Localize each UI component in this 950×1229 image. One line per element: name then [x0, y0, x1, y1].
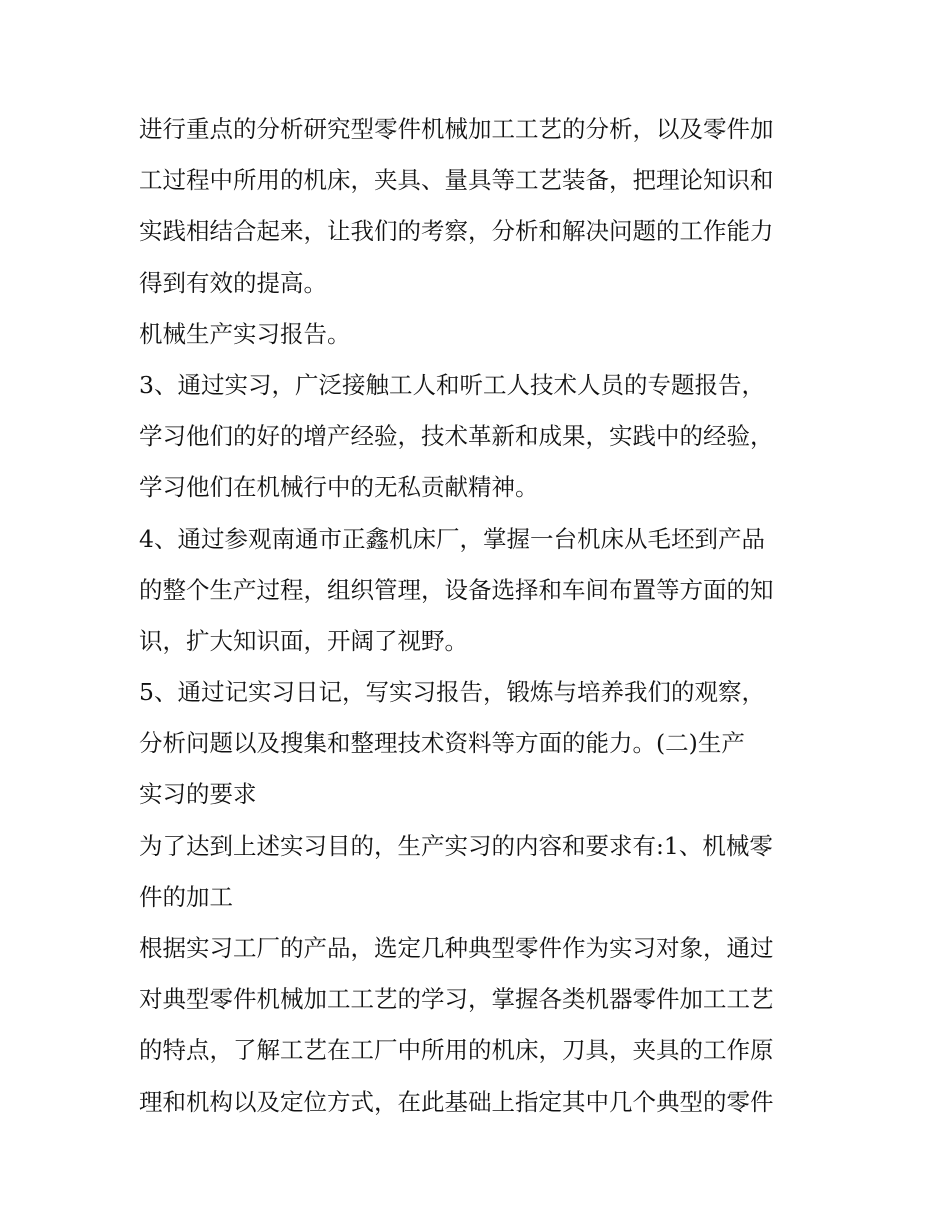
section-title-line: 机械生产实习报告。	[139, 319, 351, 348]
text-line: 件的加工	[139, 882, 233, 911]
text-line: 3、通过实习，广泛接触工人和听工人技术人员的专题报告，	[139, 370, 765, 399]
text-line: 学习他们的好的增产经验，技术革新和成果，实践中的经验，	[139, 422, 774, 451]
text-line: 5、通过记实习日记，写实习报告，锻炼与培养我们的观察，	[139, 678, 765, 707]
text-line: 理和机构以及定位方式，在此基础上指定其中几个典型的零件	[139, 1087, 774, 1116]
text-line: 的整个生产过程，组织管理，设备选择和车间布置等方面的知	[139, 575, 774, 604]
text-line: 实习的要求	[139, 780, 257, 809]
text-line: 实践相结合起来，让我们的考察，分析和解决问题的工作能力	[139, 217, 774, 246]
text-line: 工过程中所用的机床，夹具、量具等工艺装备，把理论知识和	[139, 166, 774, 195]
text-line: 得到有效的提高。	[139, 268, 327, 297]
text-line: 的特点，了解工艺在工厂中所用的机床，刀具，夹具的工作原	[139, 1036, 774, 1065]
text-line: 识，扩大知识面，开阔了视野。	[139, 626, 468, 655]
text-line: 4、通过参观南通市正鑫机床厂，掌握一台机床从毛坯到产品	[139, 524, 765, 553]
text-line: 进行重点的分析研究型零件机械加工工艺的分析，以及零件加	[139, 115, 774, 143]
document-body	[139, 104, 839, 1128]
text-line: 分析问题以及搜集和整理技术资料等方面的能力。(二)生产	[139, 729, 745, 758]
text-line: 对典型零件机械加工工艺的学习，掌握各类机器零件加工工艺	[139, 985, 774, 1014]
text-line: 根据实习工厂的产品，选定几种典型零件作为实习对象，通过	[139, 934, 774, 962]
text-line: 学习他们在机械行中的无私贡献精神。	[139, 473, 539, 502]
text-line: 为了达到上述实习目的，生产实习的内容和要求有:1、机械零	[139, 831, 773, 860]
